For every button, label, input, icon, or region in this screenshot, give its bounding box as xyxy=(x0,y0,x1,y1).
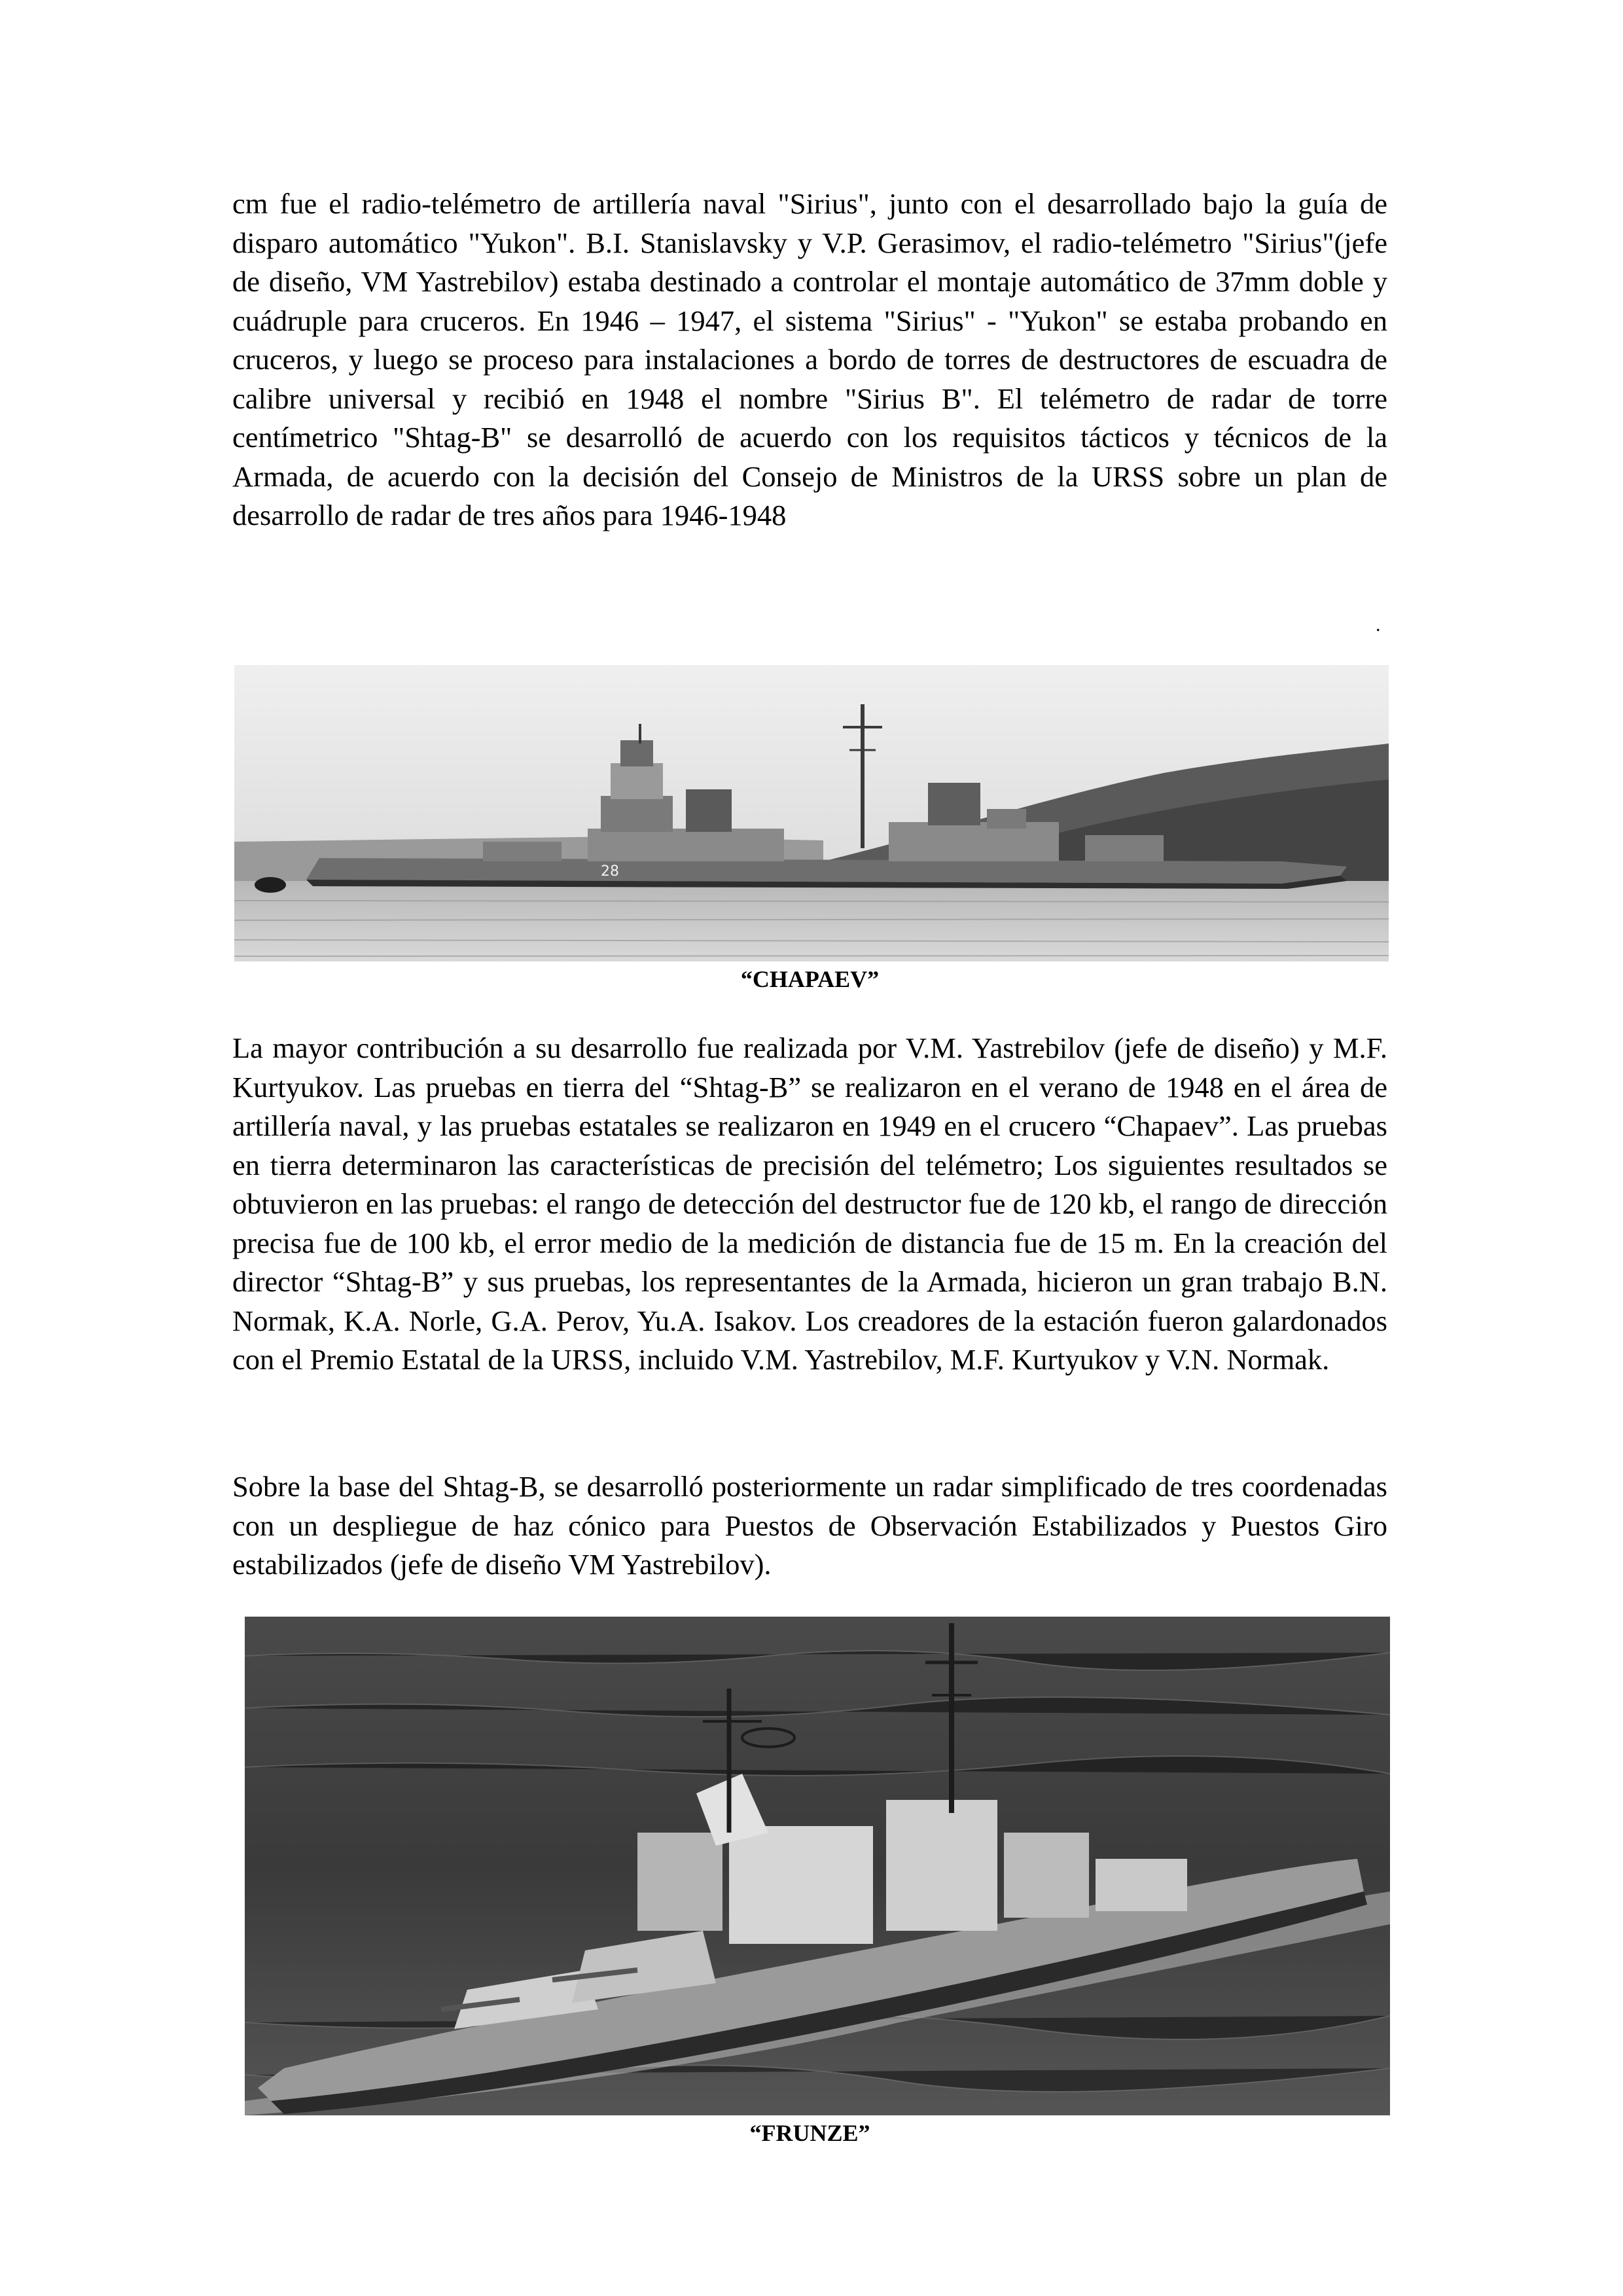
paragraph-simplified-radar: Sobre la base del Shtag-B, se desarrolló posteriormente un radar simplificado de tres coordenadas con un despliegue de haz cónico para Puestos de Observación Estabilizados y Puestos Giro estabilizados (jefe de diseño VM Yastrebilov). xyxy=(232,1470,1387,1581)
chapaev-hull-number: 28 xyxy=(601,863,619,880)
paragraph-shtag-b-tests: La mayor contribución a su desarrollo fue realizada por V.M. Yastrebilov (jefe de diseño) y M.F. Kurtyukov. Las pruebas en tierra del “Shtag-B” se realizaron en el verano de 1948 en el área de artillería naval, y las pruebas estatales se realizaron en 1949 en el crucero “Chapaev”. Las pruebas en tierra determinaron las características de precisión del telémetro; Los siguientes resultados se obtuvieron en las pruebas: el rango de detección del destructor fue de 120 kb, el rango de dirección precisa fue de 100 kb, el error medio de la medición de distancia fue de 15 m. En la creación del director “Shtag-B” y sus pruebas, los representantes de la Armada, hicieron un gran trabajo B.N. Normak, K.A. Norle, G.A. Perov, Yu.A. Isakov. Los creadores de la estación fueron galardonados con el Premio Estatal de la URSS, incluido V.M. Yastrebilov, M.F. Kurtyukov y V.N. Normak. xyxy=(232,1031,1387,1376)
photo-frunze-cruiser xyxy=(245,1617,1390,2115)
photo-chapaev-cruiser xyxy=(234,665,1389,961)
stray-mark: . xyxy=(1376,614,1381,636)
chapaev-ship-illustration xyxy=(234,665,1389,961)
frunze-ship-illustration xyxy=(245,1617,1390,2115)
caption-chapaev: “CHAPAEV” xyxy=(740,966,880,992)
paragraph-sirius-yukon: cm fue el radio-telémetro de artillería naval "Sirius", junto con el desarrollado bajo la guía de disparo automático "Yukon". B.I. Stanislavsky y V.P. Gerasimov, el radio-telémetro "Sirius"(jefe de diseño, VM Yastrebilov) estaba destinado a controlar el montaje automático de 37mm doble y cuádruple para cruceros. En 1946 – 1947, el sistema "Sirius" - "Yukon" se estaba probando en cruceros, y luego se proceso para instalaciones a bordo de torres de destructores de escuadra de calibre universal y recibió en 1948 el nombre "Sirius B". El telémetro de radar de torre centímetrico "Shtag-B" se desarrolló de acuerdo con los requisitos tácticos y técnicos de la Armada, de acuerdo con la decisión del Consejo de Ministros de la URSS sobre un plan de desarrollo de radar de tres años para 1946-1948 xyxy=(232,187,1387,531)
caption-frunze: “FRUNZE” xyxy=(749,2120,870,2146)
